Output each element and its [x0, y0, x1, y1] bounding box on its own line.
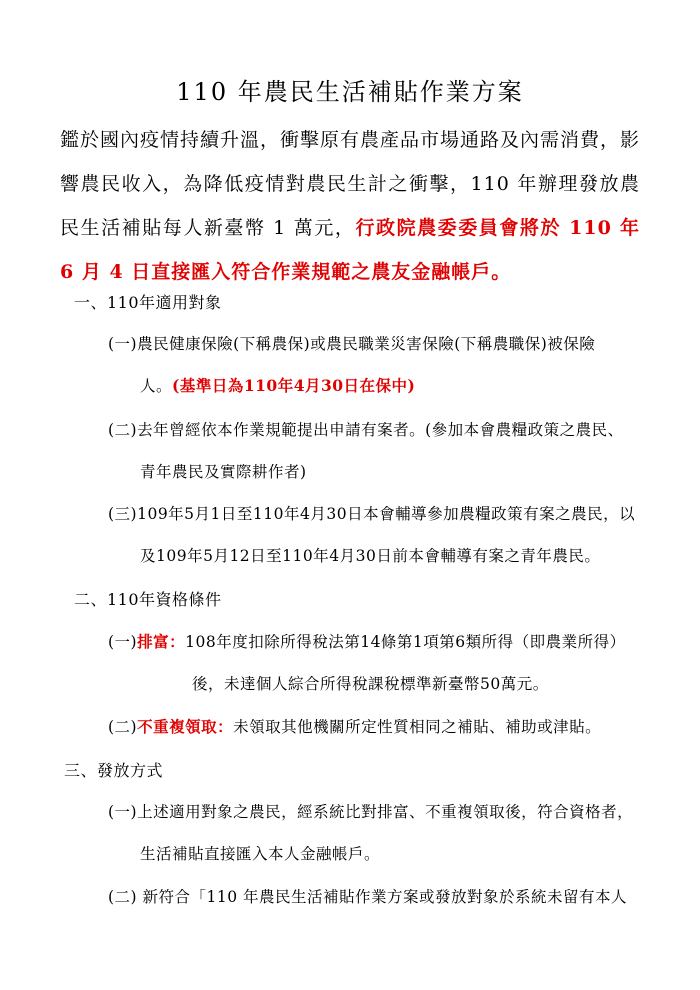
section2-item1-line1 — [108, 630, 626, 652]
section2-item1-prefix: (一) — [108, 633, 138, 651]
section2-item1-text: 108年度扣除所得稅法第14條第1項第6類所得（即農業所得） — [185, 633, 626, 651]
section2-item2-prefix: (二) — [108, 718, 138, 736]
section1-item1-line2-text: 人。 — [140, 377, 173, 395]
section1-item3-line2: 及109年5月12日至110年4月30日前本會輔導有案之青年農民。 — [140, 547, 601, 565]
section2-heading: 二、110年資格條件 — [74, 590, 222, 609]
section3-item1-line2: 生活補貼直接匯入本人金融帳戶。 — [140, 845, 381, 863]
section1-item1-line2 — [140, 374, 415, 396]
section1-heading: 一、110年適用對象 — [74, 293, 222, 312]
section3-heading: 三、發放方式 — [64, 761, 164, 780]
section1-item2-line2: 青年農民及實際耕作者) — [140, 463, 307, 481]
section1-item2-line1: (二)去年曾經依本作業規範提出申請有案者。(參加本會農糧政策之農民、 — [108, 421, 624, 439]
section1-item1-line1: (一)農民健康保險(下稱農保)或農民職業災害保險(下稱農職保)被保險 — [108, 335, 596, 353]
section2-item2-label: 不重複領取： — [137, 717, 234, 736]
section2-item2-text: 未領取其他機關所定性質相同之補貼、補助或津貼。 — [233, 718, 602, 736]
intro-text: 鑑於國內疫情持續升溫，衝擊原有農產品市場通路及內需消費，影響農民收入，為降低疫情對農民生計之衝擊，110 年辦理發放農民生活補貼每人新臺幣 1 萬元， — [60, 129, 641, 239]
section1-item3-line1: (三)109年5月1日至110年4月30日本會輔導參加農糧政策有案之農民，以 — [108, 505, 636, 523]
document-title: 110 年農民生活補貼作業方案 — [176, 78, 524, 106]
section2-item1-label: 排富： — [137, 632, 186, 651]
intro-highlight: 行政院農委委員會將於 110 年 6 月 4 日直接匯入符合作業規範之農友金融帳戶。 — [60, 217, 640, 283]
section3-item2-line1: (二) 新符合「110 年農民生活補貼作業方案或發放對象於系統未留有本人 — [108, 888, 628, 906]
section2-item2-line1 — [108, 715, 601, 737]
section2-item1-line2: 後，未達個人綜合所得稅課稅標準新臺幣50萬元。 — [192, 675, 549, 693]
section1-item1-highlight: (基準日為110年4月30日在保中) — [172, 376, 416, 395]
intro-paragraph — [60, 118, 640, 294]
section3-item1-line1: (一)上述適用對象之農民，經系統比對排富、不重複領取後，符合資格者， — [108, 803, 634, 821]
